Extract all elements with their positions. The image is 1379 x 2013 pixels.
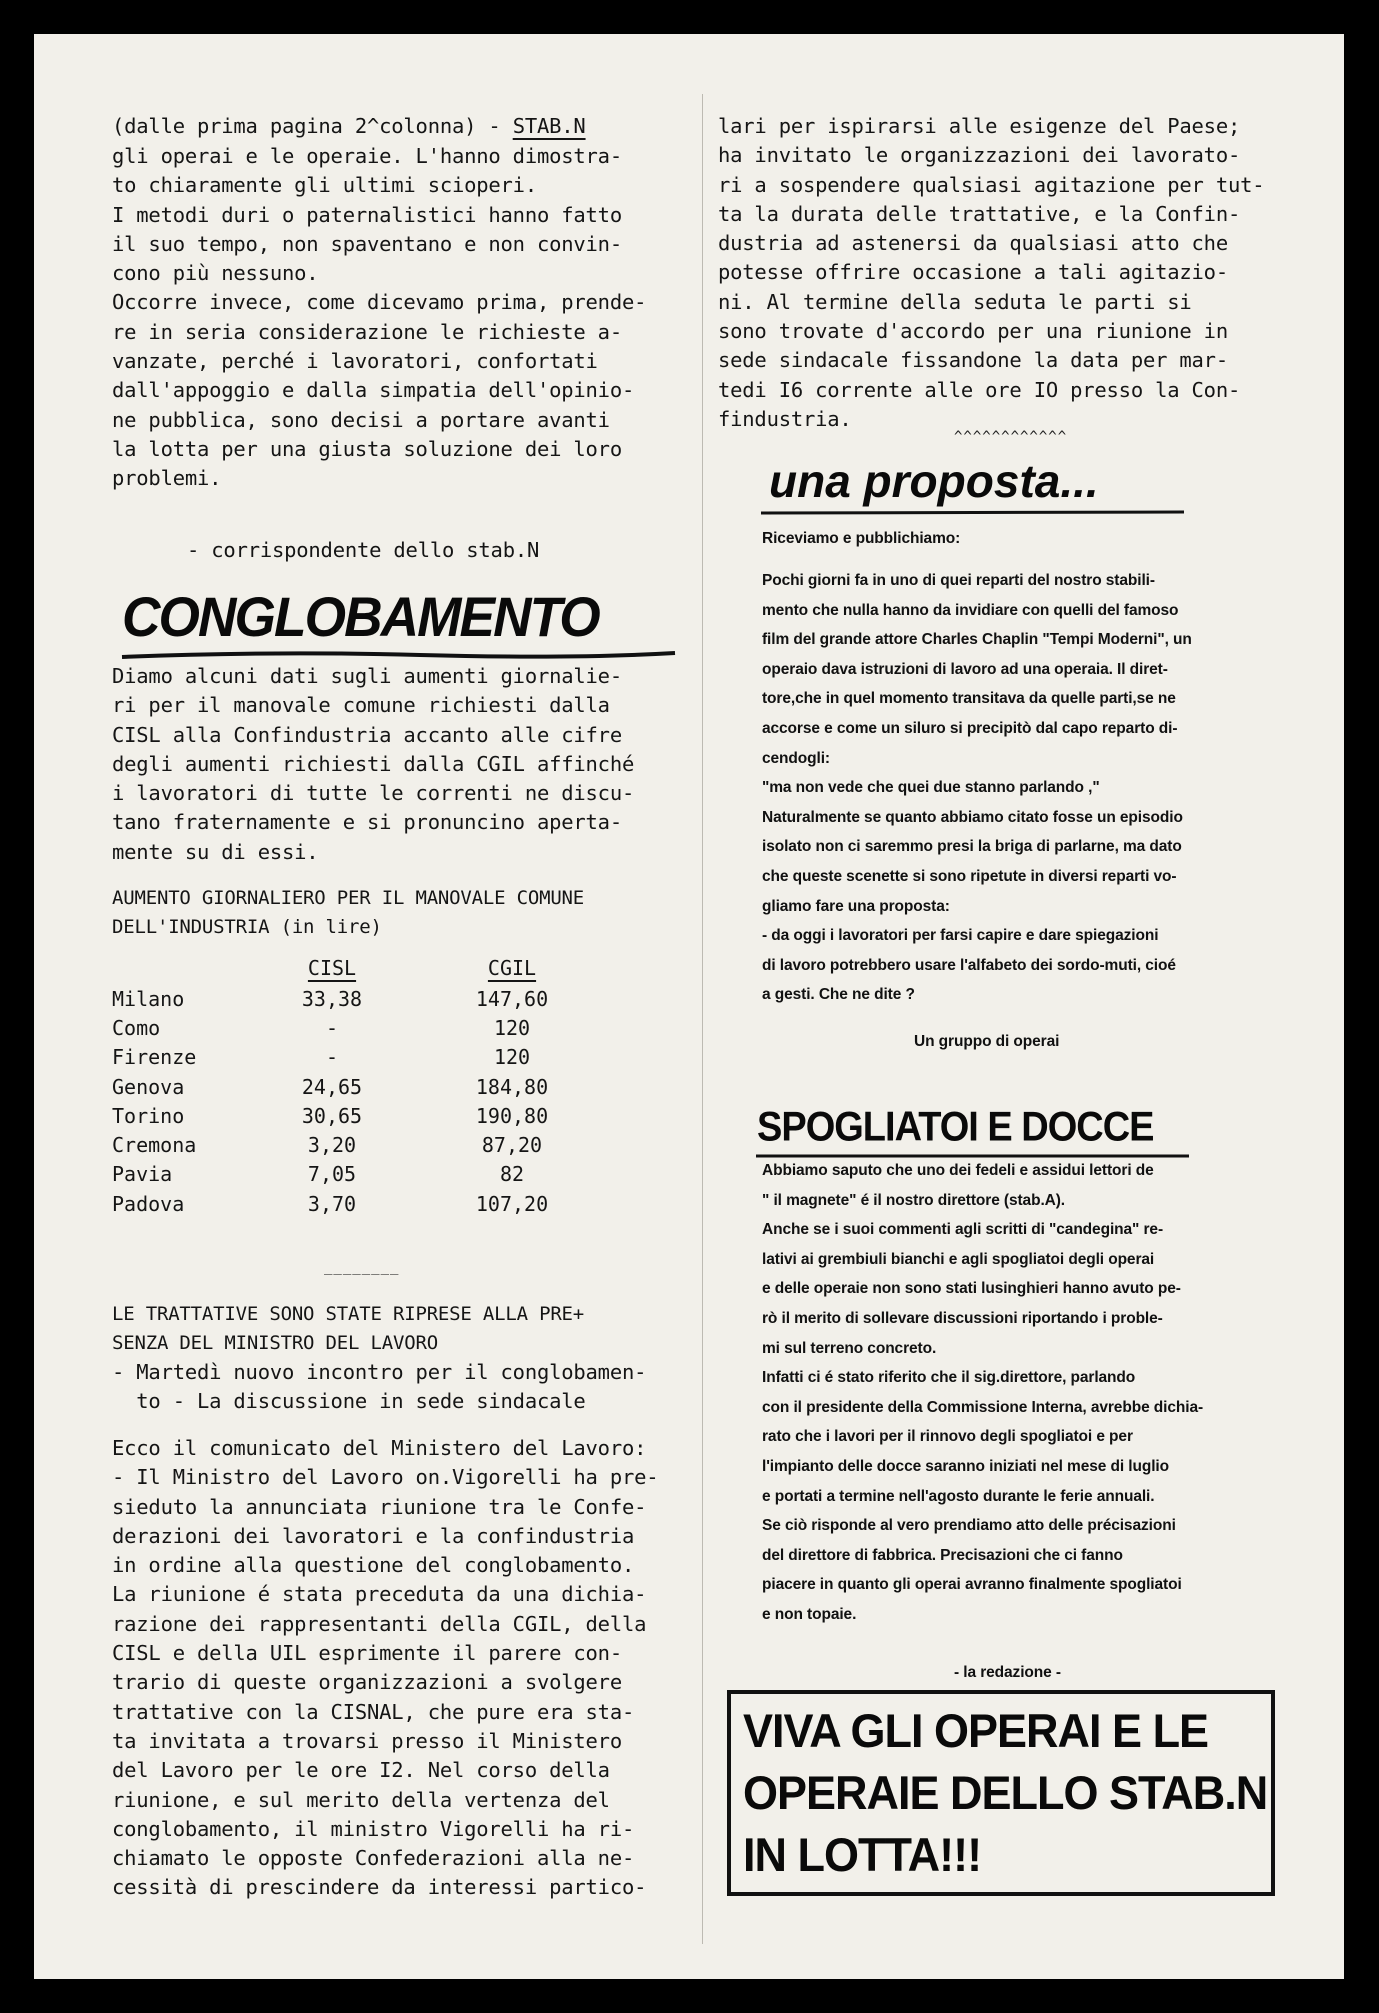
proposta-line: di lavoro potrebbero usare l'alfabeto dei sordo-muti, cioé bbox=[762, 956, 1176, 974]
continuation-line: dustria ad astenersi da qualsiasi atto che bbox=[718, 231, 1228, 256]
conglobamento-title: CONGLOBAMENTO bbox=[122, 585, 599, 648]
cgil-value-cell: 87,20 bbox=[481, 1133, 543, 1158]
continuation-line: ri a sospendere qualsiasi agitazione per tut- bbox=[718, 172, 1265, 197]
spogliatoi-line: rò il merito di sollevare discussioni riportando i proble- bbox=[762, 1309, 1163, 1327]
cisl-value-cell: - bbox=[325, 1045, 339, 1070]
section-separator: ________ bbox=[324, 1259, 400, 1275]
proposta-line: a gesti. Che ne dite ? bbox=[762, 986, 915, 1004]
table-body bbox=[112, 984, 572, 1218]
spacer-cell bbox=[392, 1013, 452, 1042]
article-line: cono più nessuno. bbox=[112, 261, 319, 286]
article-line: gli operai e le operaie. L'hanno dimostra- bbox=[112, 144, 622, 168]
proposta-line: isolato non ci saremmo presi la briga di parlarne, ma dato bbox=[762, 838, 1182, 856]
spogliatoi-line: Anche se i suoi commenti agli scritti di "candegina" re- bbox=[762, 1221, 1164, 1239]
spacer-cell bbox=[392, 1160, 452, 1189]
spogliatoi-line: Se ciò risponde al vero prendiamo atto delle précisazioni bbox=[762, 1517, 1176, 1535]
proposta-line: "ma non vede che quei due stanno parlando ," bbox=[762, 779, 1100, 797]
ministry-communique bbox=[112, 1434, 658, 1903]
news-subheading bbox=[112, 1358, 646, 1417]
continuation-line: sede sindacale fissandone la data per mar- bbox=[718, 348, 1228, 373]
table-row bbox=[112, 984, 572, 1013]
spogliatoi-line: e portati a termine nell'agosto durante le ferie annuali. bbox=[762, 1487, 1155, 1505]
table-row bbox=[112, 1072, 572, 1101]
city-cell: Firenze bbox=[112, 1045, 197, 1070]
communique-line: trattative con la CISNAL, che pure era sta- bbox=[112, 1699, 635, 1724]
communique-line: cessità di prescindere da interessi partico- bbox=[112, 1875, 647, 1900]
article-line: re in seria considerazione le richieste a- bbox=[112, 319, 622, 344]
reference-text: (dalle prima pagina 2^colonna) - bbox=[112, 114, 501, 138]
title-underline bbox=[120, 649, 680, 663]
cgil-value-cell: 120 bbox=[493, 1045, 531, 1070]
city-cell: Cremona bbox=[112, 1133, 197, 1158]
spacer-cell bbox=[392, 984, 452, 1013]
cisl-value-cell: 3,20 bbox=[307, 1133, 357, 1158]
continuation-line: ni. Al termine della seduta le parti si bbox=[718, 289, 1192, 314]
spogliatoi-line: " il magnete" é il nostro direttore (stab.A). bbox=[762, 1191, 1066, 1209]
communique-line: chiamato le opposte Confederazioni alla ne- bbox=[112, 1846, 635, 1871]
cgil-value-cell: 147,60 bbox=[475, 986, 549, 1011]
cisl-value-cell: - bbox=[325, 1015, 339, 1040]
continuation-line: lari per ispirarsi alle esigenze del Paese; bbox=[718, 114, 1241, 138]
proposta-article bbox=[762, 566, 1192, 1010]
table-row bbox=[112, 1160, 572, 1189]
proposta-line: operaio dava istruzioni di lavoro ad una operaia. Il diret- bbox=[762, 660, 1168, 678]
spogliatoi-line: Abbiamo saputo che uno dei fedeli e assidui lettori de bbox=[762, 1162, 1154, 1179]
continuation-line: sono trovate d'accordo per una riunione in bbox=[718, 319, 1228, 344]
table-heading bbox=[112, 884, 584, 943]
article-line: la lotta per una giusta soluzione dei loro bbox=[112, 436, 622, 461]
news-sub-line: - Martedì nuovo incontro per il conglobamen- bbox=[112, 1360, 647, 1384]
communique-line: Ecco il comunicato del Ministero del Lavoro: bbox=[112, 1436, 647, 1460]
continuation-line: ha invitato le organizzazioni dei lavorato- bbox=[718, 143, 1241, 168]
intro-line: mente su di essi. bbox=[112, 839, 319, 864]
continuation-reference bbox=[112, 112, 586, 141]
proposta-line: tore,che in quel momento transitava da quelle parti,se ne bbox=[762, 690, 1176, 708]
city-cell: Torino bbox=[112, 1103, 185, 1128]
continuation-line: potesse offrire occasione a tali agitazio- bbox=[718, 260, 1228, 285]
slogan-line-1: VIVA GLI OPERAI E LE bbox=[743, 1704, 1209, 1758]
spogliatoi-line: con il presidente della Commissione Interna, avrebbe dichia- bbox=[762, 1398, 1204, 1416]
proposta-line: - da oggi i lavoratori per farsi capire e dare spiegazioni bbox=[762, 927, 1159, 945]
cisl-value-cell: 7,05 bbox=[307, 1162, 357, 1187]
cisl-value-cell: 3,70 bbox=[307, 1191, 357, 1216]
communique-line: riunione, e sul merito della vertenza del bbox=[112, 1787, 610, 1812]
communique-line: sieduto la annunciata riunione tra le Confe- bbox=[112, 1494, 647, 1519]
proposta-line: accorse e come un siluro si precipitò dal capo reparto di- bbox=[762, 719, 1178, 737]
intro-line: CISL alla Confindustria accanto alle cifre bbox=[112, 722, 622, 747]
communique-line: CISL e della UIL esprimente il parere con- bbox=[112, 1641, 622, 1666]
communique-line: del Lavoro per le ore I2. Nel corso della bbox=[112, 1758, 610, 1783]
cgil-value-cell: 82 bbox=[499, 1162, 525, 1187]
spacer-cell bbox=[392, 1043, 452, 1072]
proposta-line: mento che nulla hanno da invidiare con quelli del famoso bbox=[762, 601, 1179, 619]
article-line: I metodi duri o paternalistici hanno fatto bbox=[112, 202, 622, 227]
cgil-value-cell: 107,20 bbox=[475, 1191, 549, 1216]
news-heading-line: LE TRATTATIVE SONO STATE RIPRESE ALLA PRE+ bbox=[112, 1303, 585, 1325]
spacer-cell bbox=[392, 1189, 452, 1218]
table-header-city bbox=[112, 952, 272, 984]
intro-line: Diamo alcuni dati sugli aumenti giornalie- bbox=[112, 664, 622, 688]
spogliatoi-line: rato che i lavori per il rinnovo degli spogliatoi e per bbox=[762, 1428, 1133, 1446]
cisl-value-cell: 30,65 bbox=[301, 1103, 363, 1128]
spogliatoi-line: l'impianto delle docce saranno iniziati nel mese di luglio bbox=[762, 1457, 1170, 1475]
table-header-cgil bbox=[452, 952, 572, 984]
spogliatoi-line: piacere in quanto gli operai avranno finalmente spogliatoi bbox=[762, 1576, 1182, 1594]
cisl-label: CISL bbox=[307, 956, 357, 980]
proposta-line: che queste scenette si sono ripetute in diversi reparti vo- bbox=[762, 867, 1177, 885]
city-cell: Como bbox=[112, 1015, 161, 1040]
spogliatoi-line: Infatti ci é stato riferito che il sig.direttore, parlando bbox=[762, 1369, 1136, 1387]
article-line: vanzate, perché i lavoratori, confortati bbox=[112, 349, 598, 374]
communique-line: ta invitata a trovarsi presso il Ministero bbox=[112, 1728, 622, 1753]
proposta-line: cendogli: bbox=[762, 749, 830, 767]
communique-line: razione dei rappresentanti della CGIL, della bbox=[112, 1611, 647, 1636]
intro-line: tano fraternamente e si pronuncino aperta- bbox=[112, 810, 622, 835]
slogan-box bbox=[727, 1690, 1275, 1896]
slogan-line-3: IN LOTTA!!! bbox=[743, 1828, 982, 1882]
communique-line: La riunione é stata preceduta da una dichia- bbox=[112, 1582, 647, 1607]
spogliatoi-line: e non topaie. bbox=[762, 1605, 857, 1623]
ornament-separator: ^^^^^^^^^^^^ bbox=[954, 429, 1068, 445]
spogliatoi-line: del direttore di fabbrica. Precisazioni che ci fanno bbox=[762, 1546, 1123, 1564]
proposta-line: gliamo fare una proposta: bbox=[762, 897, 950, 915]
column-divider bbox=[702, 94, 703, 1944]
intro-line: i lavoratori di tutte le correnti ne discu- bbox=[112, 781, 635, 806]
right-continuation bbox=[718, 112, 1264, 434]
spogliatoi-signature: - la redazione - bbox=[954, 1664, 1061, 1681]
proposta-signature: Un gruppo di operai bbox=[914, 1033, 1060, 1050]
city-cell: Padova bbox=[112, 1191, 185, 1216]
slogan-line-2: OPERAIE DELLO STAB.N bbox=[743, 1766, 1268, 1820]
conglobamento-intro bbox=[112, 662, 634, 867]
city-cell: Milano bbox=[112, 986, 185, 1011]
communique-line: conglobamento, il ministro Vigorelli ha ri- bbox=[112, 1816, 635, 1841]
proposta-line: Pochi giorni fa in uno di quei reparti del nostro stabili- bbox=[762, 572, 1155, 589]
spogliatoi-line: lativi ai grembiuli bianchi e agli spogliatoi degli operai bbox=[762, 1250, 1155, 1268]
continuation-line: findustria. bbox=[718, 406, 852, 431]
city-cell: Pavia bbox=[112, 1162, 173, 1187]
news-heading bbox=[112, 1300, 584, 1359]
spogliatoi-title: SPOGLIATOI E DOCCE bbox=[757, 1104, 1154, 1151]
cisl-value-cell: 33,38 bbox=[301, 986, 363, 1011]
article-line: dall'appoggio e dalla simpatia dell'opinio- bbox=[112, 378, 635, 403]
continuation-signature: - corrispondente dello stab.N bbox=[187, 538, 540, 562]
continuation-line: tedi I6 corrente alle ore IO presso la Con- bbox=[718, 377, 1241, 402]
proposta-intro: Riceviamo e pubblichiamo: bbox=[762, 530, 961, 547]
cgil-value-cell: 190,80 bbox=[475, 1103, 549, 1128]
table-row bbox=[112, 1189, 572, 1218]
communique-line: - Il Ministro del Lavoro on.Vigorelli ha pre- bbox=[112, 1465, 659, 1490]
table-header-cisl bbox=[272, 952, 392, 984]
wage-increase-table bbox=[112, 952, 572, 1218]
table-heading-line: AUMENTO GIORNALIERO PER IL MANOVALE COMUNE bbox=[112, 887, 585, 909]
table-row bbox=[112, 1101, 572, 1130]
continuation-article bbox=[112, 142, 646, 494]
newsletter-page bbox=[34, 34, 1344, 1979]
spogliatoi-line: e delle operaie non sono stati lusinghieri hanno avuto pe- bbox=[762, 1280, 1181, 1298]
reference-plant: STAB.N bbox=[512, 114, 586, 138]
news-heading-line: SENZA DEL MINISTRO DEL LAVORO bbox=[112, 1332, 438, 1355]
proposta-line: film del grande attore Charles Chaplin "Tempi Moderni", un bbox=[762, 631, 1192, 649]
news-sub-line: to - La discussione in sede sindacale bbox=[112, 1389, 586, 1414]
article-line: problemi. bbox=[112, 466, 222, 491]
cgil-value-cell: 184,80 bbox=[475, 1074, 549, 1099]
table-heading-line: DELL'INDUSTRIA (in lire) bbox=[112, 916, 382, 939]
table-row bbox=[112, 1013, 572, 1042]
table-row bbox=[112, 1043, 572, 1072]
spacer-cell bbox=[392, 1072, 452, 1101]
proposta-underline bbox=[759, 508, 1189, 518]
cgil-value-cell: 120 bbox=[493, 1015, 531, 1040]
article-line: Occorre invece, come dicevamo prima, prende- bbox=[112, 290, 647, 315]
proposta-line: Naturalmente se quanto abbiamo citato fosse un episodio bbox=[762, 808, 1183, 826]
communique-line: in ordine alla questione del conglobamento. bbox=[112, 1553, 635, 1578]
spogliatoi-line: mi sul terreno concreto. bbox=[762, 1339, 937, 1357]
table-row bbox=[112, 1130, 572, 1159]
spogliatoi-article bbox=[762, 1156, 1203, 1630]
continuation-line: ta la durata delle trattative, e la Confin- bbox=[718, 201, 1241, 226]
proposta-title: una proposta... bbox=[769, 455, 1099, 507]
article-line: to chiaramente gli ultimi scioperi. bbox=[112, 173, 537, 198]
table-header-row bbox=[112, 952, 572, 984]
communique-line: derazioni dei lavoratori e la confindustria bbox=[112, 1523, 635, 1548]
communique-line: trario di queste organizzazioni a svolgere bbox=[112, 1670, 622, 1695]
spacer-cell bbox=[392, 1101, 452, 1130]
intro-line: ri per il manovale comune richiesti dalla bbox=[112, 693, 610, 718]
cisl-value-cell: 24,65 bbox=[301, 1074, 363, 1099]
intro-line: degli aumenti richiesti dalla CGIL affinché bbox=[112, 751, 635, 776]
cgil-label: CGIL bbox=[487, 956, 537, 980]
article-line: il suo tempo, non spaventano e non convin- bbox=[112, 231, 622, 256]
city-cell: Genova bbox=[112, 1074, 185, 1099]
spacer-cell bbox=[392, 1130, 452, 1159]
article-line: ne pubblica, sono decisi a portare avanti bbox=[112, 407, 610, 432]
